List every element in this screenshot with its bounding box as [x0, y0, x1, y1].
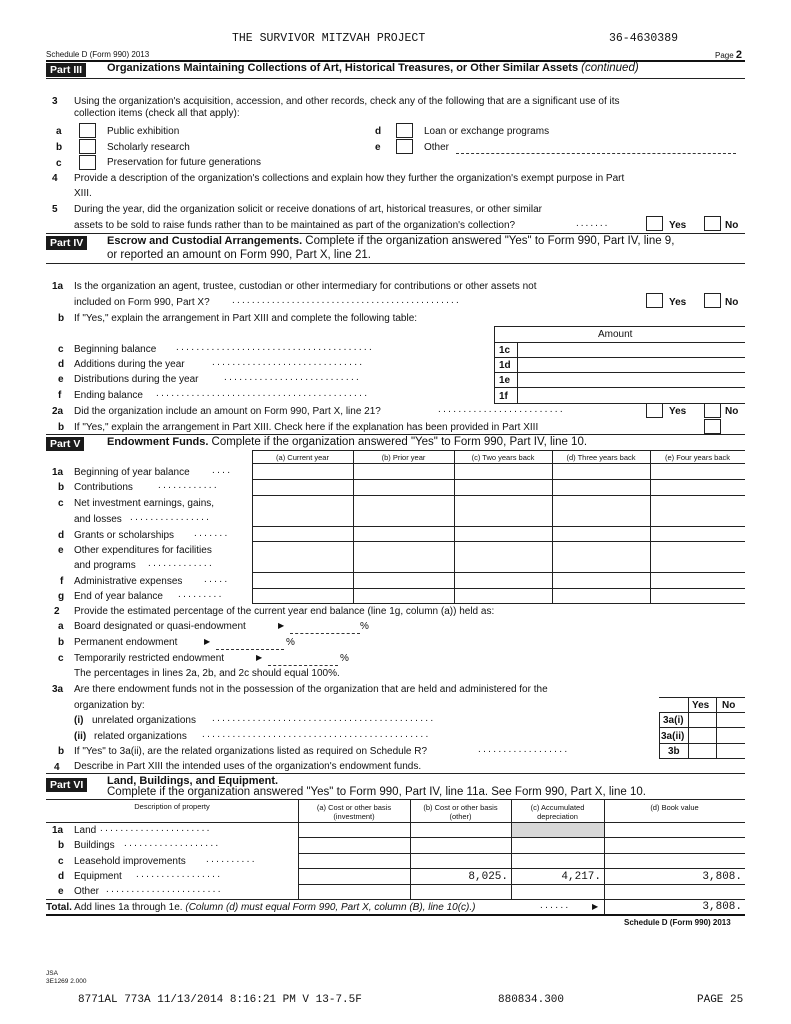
- total-book-value: 3,808.: [702, 901, 742, 913]
- q5-no-box[interactable]: [704, 216, 721, 231]
- ein: 36-4630389: [609, 32, 679, 45]
- checkbox-loan-exchange[interactable]: [396, 123, 413, 138]
- part-vi-title: Land, Buildings, and Equipment.: [107, 775, 279, 787]
- equipment-book-value: 3,808.: [702, 871, 742, 883]
- q2a-yes-box[interactable]: [646, 403, 663, 418]
- q5-yes-box[interactable]: [646, 216, 663, 231]
- footer-schedule: Schedule D (Form 990) 2013: [624, 918, 731, 927]
- part-iv-title: Escrow and Custodial Arrangements. Complete if the organization answered "Yes" to Form 990, Part IV, line 9,: [107, 235, 675, 247]
- q2b-check-box[interactable]: [704, 419, 721, 434]
- temp-restricted-pct[interactable]: [268, 665, 338, 666]
- part-iv-label: Part IV: [46, 236, 87, 250]
- q1a-yes-box[interactable]: [646, 293, 663, 308]
- board-designated-pct[interactable]: [290, 633, 360, 634]
- checkbox-public-exhibition[interactable]: [79, 123, 96, 138]
- equipment-cost-other: 8,025.: [468, 871, 508, 883]
- checkbox-other[interactable]: [396, 139, 413, 154]
- part-v-title: Endowment Funds. Complete if the organization answered "Yes" to Form 990, Part IV, line 10.: [107, 436, 588, 448]
- permanent-endowment-pct[interactable]: [216, 649, 284, 650]
- footer-line: 8771AL 773A 11/13/2014 8:16:21 PM V 13-7.5F: [78, 994, 362, 1006]
- q2a-no-box[interactable]: [704, 403, 721, 418]
- form-code: 3E1269 2.000: [46, 978, 87, 985]
- part-vi-label: Part VI: [46, 778, 87, 792]
- q3-text: Using the organization's acquisition, accession, and other records, check any of the following that are a significant use of its: [74, 96, 620, 107]
- other-line[interactable]: [456, 153, 736, 154]
- part-iii-title: Organizations Maintaining Collections of Art, Historical Treasures, or Other Similar Assets (continued): [107, 62, 639, 74]
- q1a-no-box[interactable]: [704, 293, 721, 308]
- checkbox-preservation[interactable]: [79, 155, 96, 170]
- part-iii-label: Part III: [46, 63, 86, 77]
- part-v-label: Part V: [46, 437, 84, 451]
- footer-page: PAGE 25: [697, 994, 744, 1006]
- equipment-depreciation: 4,217.: [561, 871, 601, 883]
- schedule-label: Schedule D (Form 990) 2013: [46, 50, 150, 59]
- org-name: THE SURVIVOR MITZVAH PROJECT: [232, 32, 426, 45]
- jsa-label: JSA: [46, 970, 58, 977]
- page-label: Page 2: [715, 49, 743, 61]
- footer-num: 880834.300: [498, 994, 565, 1006]
- total-row: Total. Add lines 1a through 1e. (Column (d) must equal Form 990, Part X, column (B), line 10(c).): [46, 902, 476, 913]
- checkbox-scholarly-research[interactable]: [79, 139, 96, 154]
